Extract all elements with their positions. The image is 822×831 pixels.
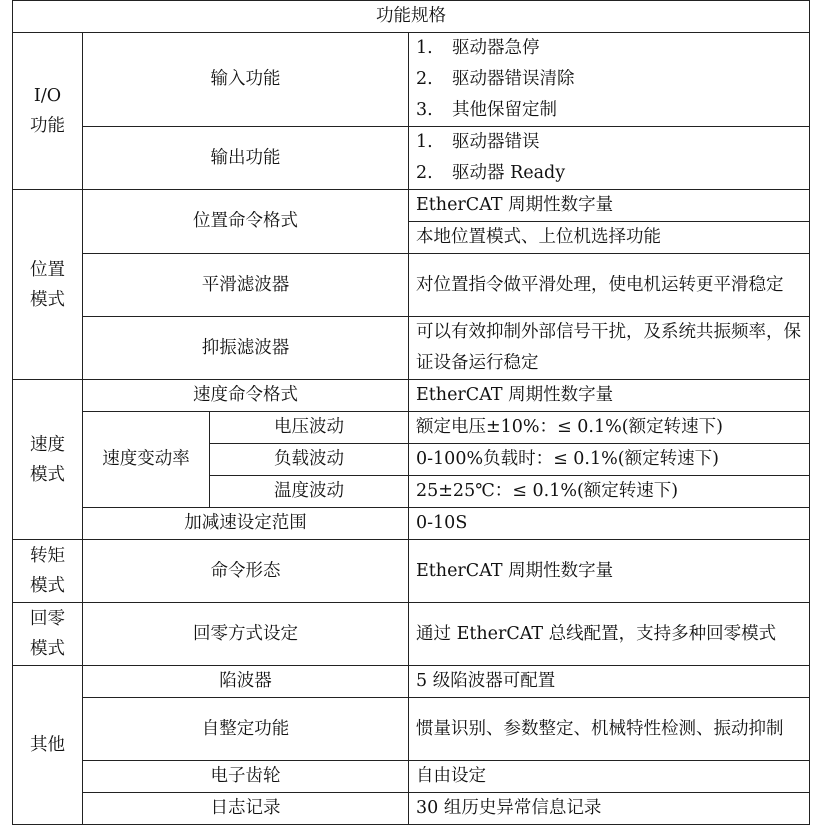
table-row bbox=[13, 33, 810, 127]
table-row bbox=[13, 508, 810, 540]
position-command-format-value-2: 本地位置模式、上位机选择功能 bbox=[409, 222, 810, 254]
position-command-format-value-1: EtherCAT 周期性数字量 bbox=[409, 190, 810, 222]
homing-setting-value: 通过 EtherCAT 总线配置，支持多种回零模式 bbox=[409, 603, 810, 666]
smoothing-filter-label: 平滑滤波器 bbox=[83, 254, 409, 317]
position-command-format-label: 位置命令格式 bbox=[83, 190, 409, 254]
table-title: 功能规格 bbox=[13, 1, 810, 33]
input-function-value bbox=[409, 33, 810, 127]
accel-range-value: 0-10S bbox=[409, 508, 810, 540]
speed-variation-label: 速度变动率 bbox=[83, 412, 210, 508]
electronic-gear-value: 自由设定 bbox=[409, 761, 810, 793]
autotune-value: 惯量识别、参数整定、机械特性检测、振动抑制 bbox=[409, 698, 810, 761]
speed-command-format-value: EtherCAT 周期性数字量 bbox=[409, 380, 810, 412]
homing-setting-label: 回零方式设定 bbox=[83, 603, 409, 666]
group-other-label: 其他 bbox=[13, 666, 83, 825]
list-item: 1. 驱动器急停 bbox=[416, 38, 540, 58]
table-row bbox=[13, 412, 810, 444]
temperature-fluctuation-value: 25±25℃：≤ 0.1%(额定转速下) bbox=[409, 476, 810, 508]
speed-command-format-label: 速度命令格式 bbox=[83, 380, 409, 412]
list-item: 2. 驱动器错误清除 bbox=[416, 69, 575, 89]
group-io-label: I/O 功能 bbox=[13, 33, 83, 190]
notch-filter-label: 陷波器 bbox=[83, 666, 409, 698]
output-function-value bbox=[409, 127, 810, 190]
temperature-fluctuation-label: 温度波动 bbox=[210, 476, 409, 508]
table-row bbox=[13, 127, 810, 190]
list-item: 1. 驱动器错误 bbox=[416, 132, 540, 152]
group-torque-label: 转矩 模式 bbox=[13, 540, 83, 603]
load-fluctuation-label: 负载波动 bbox=[210, 444, 409, 476]
autotune-label: 自整定功能 bbox=[83, 698, 409, 761]
command-form-value: EtherCAT 周期性数字量 bbox=[409, 540, 810, 603]
group-speed-label: 速度 模式 bbox=[13, 380, 83, 540]
table-row bbox=[13, 761, 810, 793]
table-header-row bbox=[13, 1, 810, 33]
output-function-label: 输出功能 bbox=[83, 127, 409, 190]
table-row bbox=[13, 540, 810, 603]
load-fluctuation-value: 0-100%负载时：≤ 0.1%(额定转速下) bbox=[409, 444, 810, 476]
accel-range-label: 加减速设定范围 bbox=[83, 508, 409, 540]
input-function-label: 输入功能 bbox=[83, 33, 409, 127]
table-row bbox=[13, 190, 810, 222]
log-record-value: 30 组历史异常信息记录 bbox=[409, 793, 810, 825]
table-row bbox=[13, 793, 810, 825]
table-row bbox=[13, 380, 810, 412]
table-row bbox=[13, 254, 810, 317]
table-row bbox=[13, 603, 810, 666]
command-form-label: 命令形态 bbox=[83, 540, 409, 603]
log-record-label: 日志记录 bbox=[83, 793, 409, 825]
table-row bbox=[13, 317, 810, 380]
vibration-filter-label: 抑振滤波器 bbox=[83, 317, 409, 380]
group-homing-label: 回零 模式 bbox=[13, 603, 83, 666]
smoothing-filter-value: 对位置指令做平滑处理，使电机运转更平滑稳定 bbox=[409, 254, 810, 317]
list-item: 3. 其他保留定制 bbox=[416, 100, 557, 120]
function-spec-table bbox=[12, 0, 810, 825]
vibration-filter-value: 可以有效抑制外部信号干扰，及系统共振频率，保证设备运行稳定 bbox=[409, 317, 810, 380]
notch-filter-value: 5 级陷波器可配置 bbox=[409, 666, 810, 698]
table-row bbox=[13, 698, 810, 761]
table-row bbox=[13, 666, 810, 698]
electronic-gear-label: 电子齿轮 bbox=[83, 761, 409, 793]
voltage-fluctuation-value: 额定电压±10%：≤ 0.1%(额定转速下) bbox=[409, 412, 810, 444]
list-item: 2. 驱动器 Ready bbox=[416, 163, 566, 183]
group-position-label: 位置 模式 bbox=[13, 190, 83, 380]
voltage-fluctuation-label: 电压波动 bbox=[210, 412, 409, 444]
